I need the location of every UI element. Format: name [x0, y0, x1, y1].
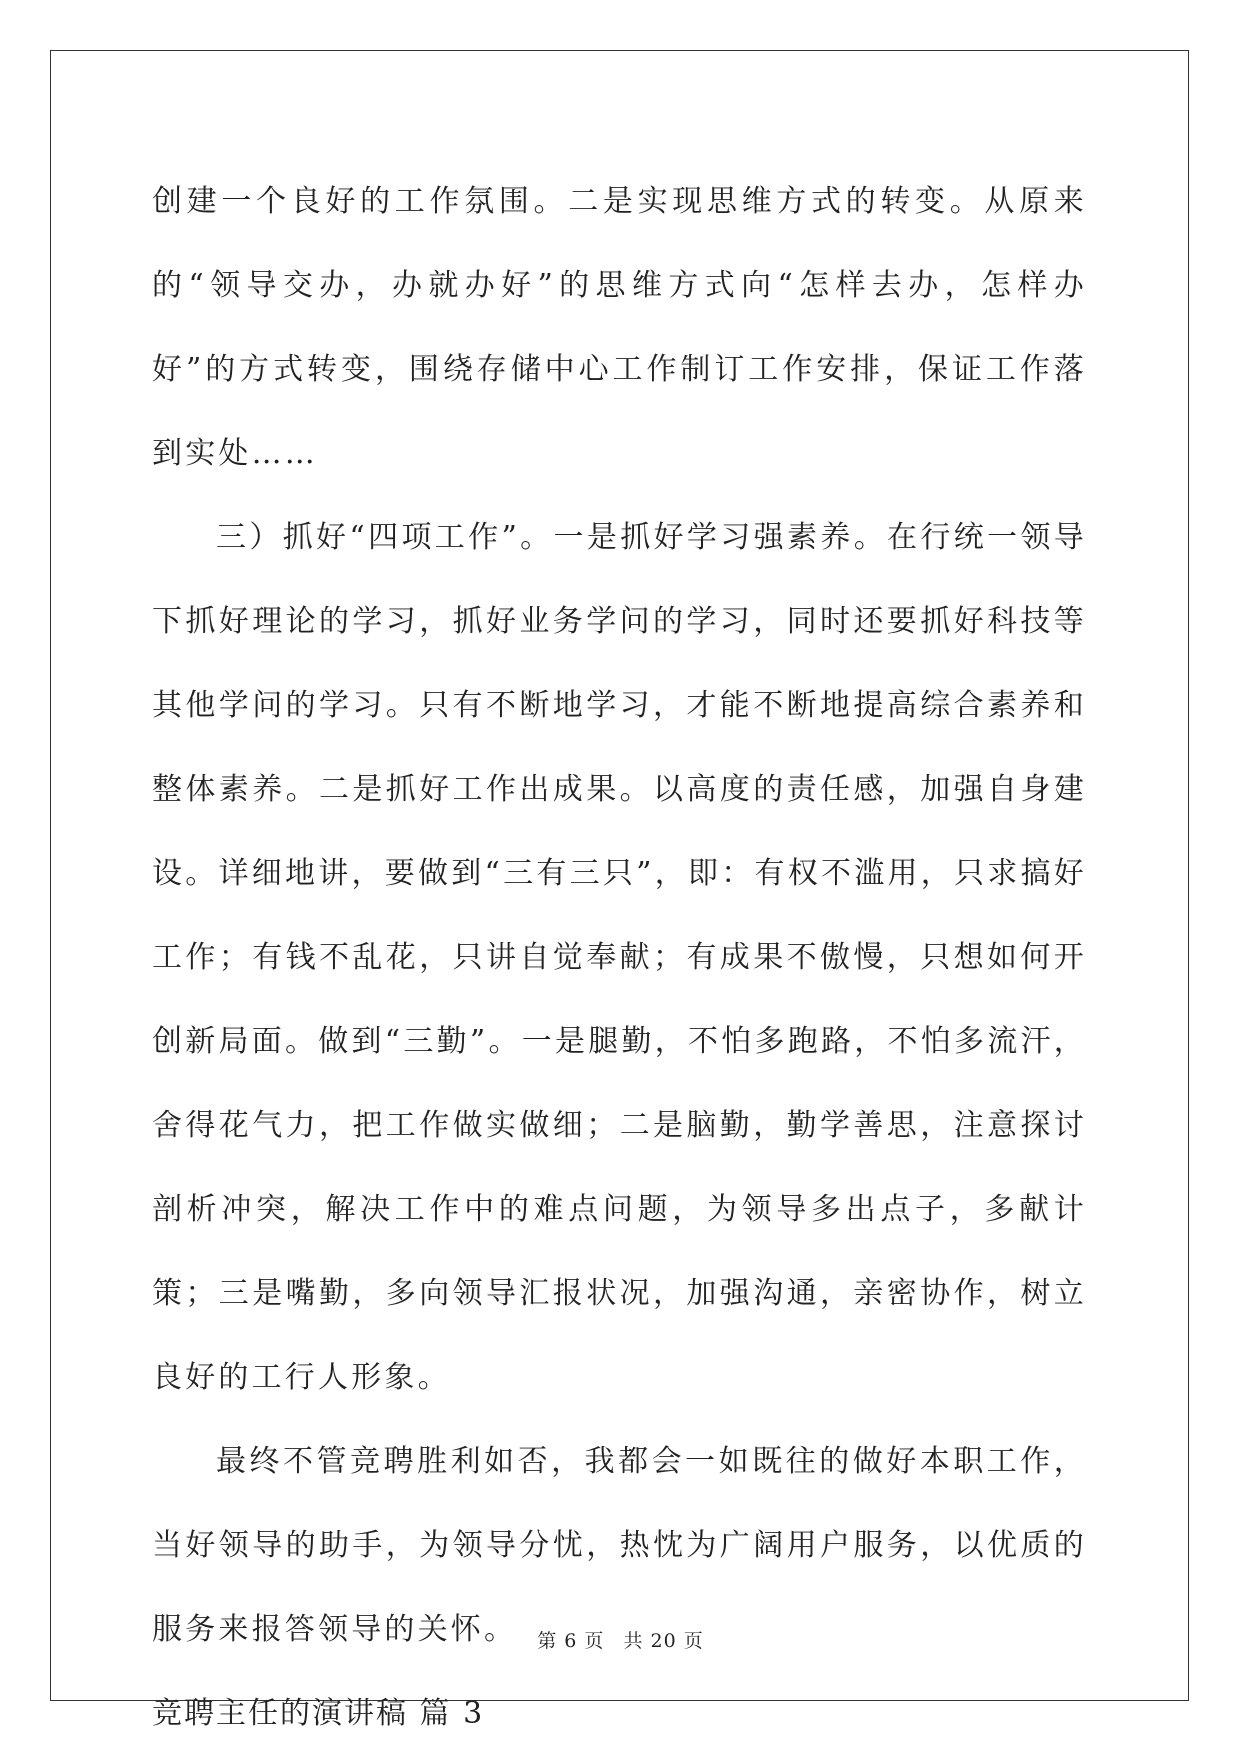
- paragraph-four-tasks: 三）抓好“四项工作”。一是抓好学习强素养。在行统一领导下抓好理论的学习，抓好业务学问的学习，同时还要抓好科技等其他学问的学习。只有不断地学习，才能不断地提高综合素养和整体素养。二是抓好工作出成果。以高度的责任感，加强自身建设。详细地讲，要做到“三有三只”，即：有权不滥用，只求搞好工作；有钱不乱花，只讲自觉奉献；有成果不傲慢，只想如何开创新局面。做到“三勤”。一是腿勤，不怕多跑路，不怕多流汗，舍得花气力，把工作做实做细；二是脑勤，勤学善思，注意探讨剖析冲突，解决工作中的难点问题，为领导多出点子，多献计策；三是嘴勤，多向领导汇报状况，加强沟通，亲密协作，树立良好的工行人形象。: [152, 520, 1087, 1395]
- page-footer: [0, 1626, 1241, 1653]
- paragraph-continuation: 创建一个良好的工作氛围。二是实现思维方式的转变。从原来的“领导交办，办就办好”的思维方式向“怎样去办，怎样办好”的方式转变，围绕存储中心工作制订工作安排，保证工作落到实处……: [152, 184, 1087, 471]
- page-total: 共 20 页: [623, 1630, 704, 1652]
- section-heading: 竞聘主任的演讲稿 篇 3: [152, 1696, 485, 1731]
- paragraph-closing: 最终不管竞聘胜利如否，我都会一如既往的做好本职工作，当好领导的助手，为领导分忧，热忱为广阔用户服务，以优质的服务来报答领导的关怀。: [152, 1444, 1087, 1647]
- page-number: 第 6 页: [537, 1630, 605, 1652]
- document-body: [152, 160, 1087, 1756]
